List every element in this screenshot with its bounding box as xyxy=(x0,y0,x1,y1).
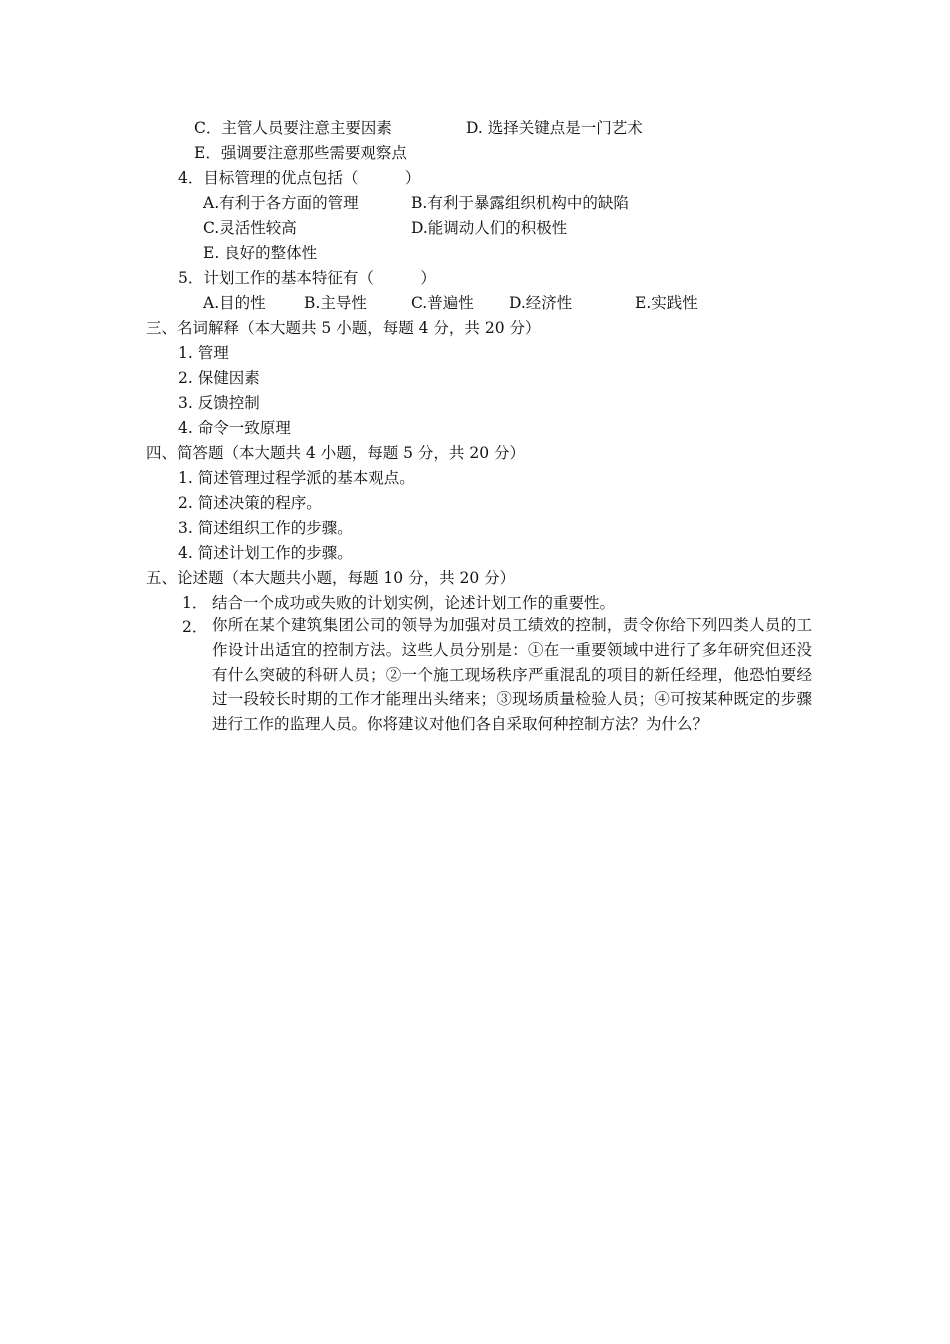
q3-option-c: C．主管人员要注意主要因素 xyxy=(194,119,392,137)
section4-heading: 四、简答题（本大题共 4 小题，每题 5 分，共 20 分） xyxy=(146,444,526,462)
essay2-text: 你所在某个建筑集团公司的领导为加强对员工绩效的控制，责令你给下列四类人员的工作设计出适宜的控制方法。这些人员分别是：①在一重要领域中进行了多年研究但还没有什么突破的科研人员；②一个施工现场秩序严重混乱的项目的新任经理，他恐怕要经过一段较长时期的工作才能理出头绪来；③现场质量检验人员；④可按某种既定的步骤进行工作的监理人员。你将建议对他们各自采取何种控制方法？为什么？ xyxy=(212,616,812,734)
essay1-text: 结合一个成功或失败的计划实例，论述计划工作的重要性。 xyxy=(212,594,616,612)
q5-option-b: B.主导性 xyxy=(304,294,367,312)
section3-item: 3. 反馈控制 xyxy=(178,394,260,412)
q3-option-e: E．强调要注意那些需要观察点 xyxy=(194,144,407,162)
q4-option-e: E. 良好的整体性 xyxy=(203,244,318,262)
q4-stem: 4．目标管理的优点包括（ ） xyxy=(178,169,421,187)
section3-item: 1. 管理 xyxy=(178,344,229,362)
section4-item: 3. 简述组织工作的步骤。 xyxy=(178,519,353,537)
section3-item: 2. 保健因素 xyxy=(178,369,260,387)
q3-option-d: D. 选择关键点是一门艺术 xyxy=(466,119,643,137)
section3-heading: 三、名词解释（本大题共 5 小题，每题 4 分，共 20 分） xyxy=(146,319,541,337)
q4-option-c: C.灵活性较高 xyxy=(203,219,297,237)
q5-stem: 5．计划工作的基本特征有（ ） xyxy=(178,269,436,287)
q5-option-c: C.普遍性 xyxy=(411,294,474,312)
section5-heading: 五、论述题（本大题共小题，每题 10 分，共 20 分） xyxy=(146,569,516,587)
essay2-number: 2． xyxy=(182,618,208,636)
q5-option-a: A.目的性 xyxy=(203,294,266,312)
q4-option-a: A.有利于各方面的管理 xyxy=(203,194,359,212)
section4-item: 2. 简述决策的程序。 xyxy=(178,494,322,512)
q5-option-e: E.实践性 xyxy=(635,294,698,312)
essay1-number: 1． xyxy=(182,594,208,612)
section4-item: 4. 简述计划工作的步骤。 xyxy=(178,544,353,562)
q5-option-d: D.经济性 xyxy=(509,294,573,312)
section3-item: 4. 命令一致原理 xyxy=(178,419,291,437)
q4-option-d: D.能调动人们的积极性 xyxy=(411,219,568,237)
q4-option-b: B.有利于暴露组织机构中的缺陷 xyxy=(411,194,629,212)
section4-item: 1. 简述管理过程学派的基本观点。 xyxy=(178,469,415,487)
